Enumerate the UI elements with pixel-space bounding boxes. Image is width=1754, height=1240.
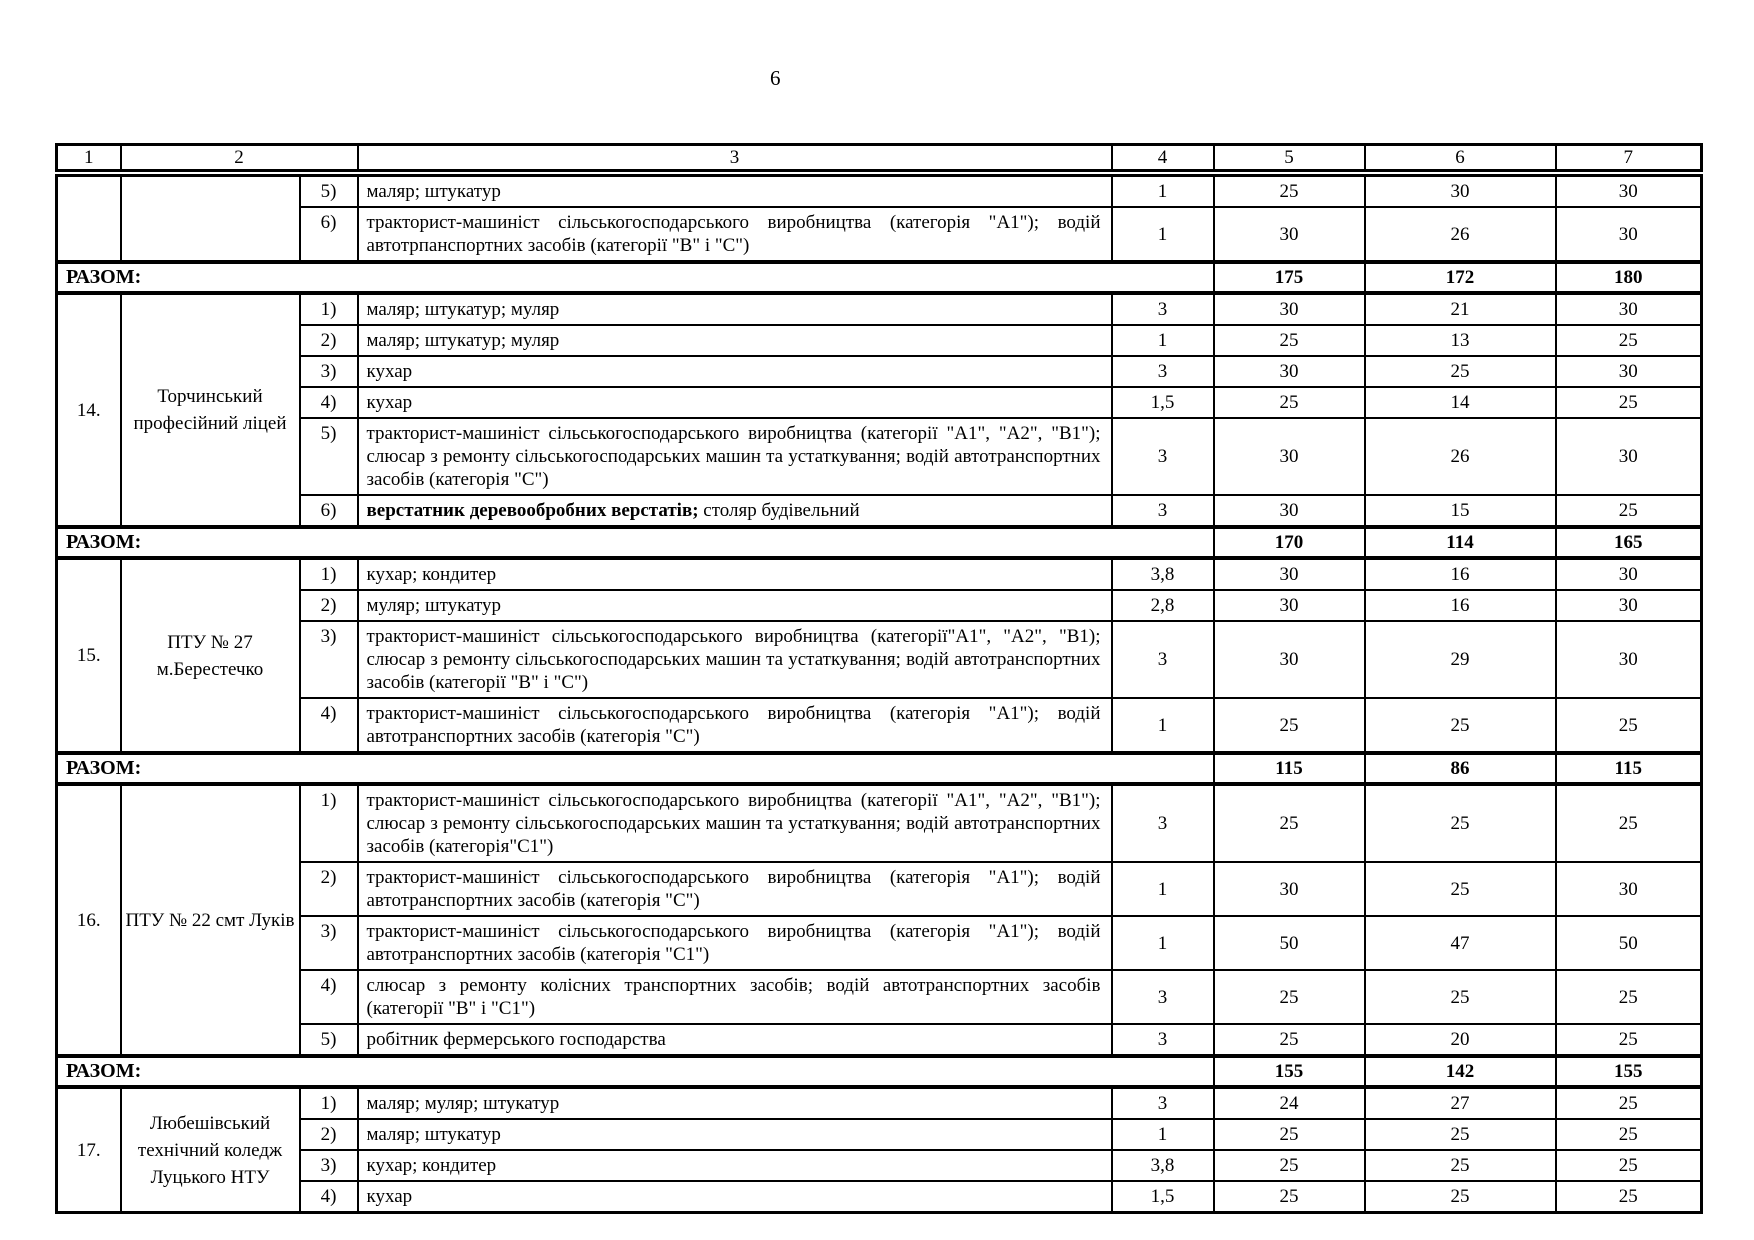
value-col5-cell: 30: [1214, 356, 1365, 387]
value-col6-cell: 26: [1365, 207, 1556, 262]
item-number-cell: 3): [300, 1150, 358, 1181]
value-col4-cell: 3: [1112, 293, 1214, 325]
profession-cell: кухар: [358, 356, 1112, 387]
item-number-cell: 2): [300, 1119, 358, 1150]
page-number: 6: [770, 66, 781, 90]
value-col6-cell: 16: [1365, 558, 1556, 590]
value-col4-cell: 3: [1112, 1087, 1214, 1119]
value-col6-cell: 47: [1365, 916, 1556, 970]
column-header-2: 2: [121, 145, 358, 174]
value-col6-cell: 21: [1365, 293, 1556, 325]
value-col5-cell: 30: [1214, 862, 1365, 916]
totals-value-cell: 142: [1365, 1056, 1556, 1087]
profession-row: [57, 862, 1702, 916]
item-number-cell: 1): [300, 784, 358, 862]
totals-value-cell: 115: [1556, 753, 1702, 784]
section-number-cell: 14.: [57, 293, 121, 527]
item-number-cell: 4): [300, 970, 358, 1024]
value-col6-cell: 30: [1365, 173, 1556, 207]
value-col5-cell: 30: [1214, 293, 1365, 325]
totals-value-cell: 155: [1214, 1056, 1365, 1087]
section-number-cell: 16.: [57, 784, 121, 1056]
value-col4-cell: 1: [1112, 862, 1214, 916]
totals-row: [57, 527, 1702, 558]
profession-row: [57, 1024, 1702, 1056]
item-number-cell: 2): [300, 325, 358, 356]
value-col5-cell: 25: [1214, 784, 1365, 862]
profession-row: [57, 698, 1702, 753]
item-number-cell: 1): [300, 1087, 358, 1119]
totals-value-cell: 115: [1214, 753, 1365, 784]
value-col7-cell: 25: [1556, 1150, 1702, 1181]
totals-value-cell: 165: [1556, 527, 1702, 558]
value-col4-cell: 1,5: [1112, 387, 1214, 418]
profession-cell: тракторист-машиніст сільськогосподарського виробництва (категорія "А1"); водій автотранспортних засобів (категорія "С"): [358, 698, 1112, 753]
value-col7-cell: 25: [1556, 1024, 1702, 1056]
profession-row: [57, 495, 1702, 527]
value-col4-cell: 1: [1112, 698, 1214, 753]
profession-cell: кухар: [358, 387, 1112, 418]
institution-cell: Торчинський професійний ліцей: [121, 293, 300, 527]
column-header-1: 1: [57, 145, 121, 174]
value-col7-cell: 30: [1556, 207, 1702, 262]
value-col7-cell: 25: [1556, 495, 1702, 527]
value-col7-cell: 25: [1556, 387, 1702, 418]
profession-row: [57, 621, 1702, 698]
profession-cell: маляр; муляр; штукатур: [358, 1087, 1112, 1119]
profession-row: [57, 1150, 1702, 1181]
profession-row: [57, 387, 1702, 418]
item-number-cell: 4): [300, 1181, 358, 1213]
value-col6-cell: 25: [1365, 862, 1556, 916]
totals-value-cell: 175: [1214, 262, 1365, 293]
value-col4-cell: 3,8: [1112, 558, 1214, 590]
value-col7-cell: 25: [1556, 698, 1702, 753]
value-col7-cell: 25: [1556, 970, 1702, 1024]
value-col5-cell: 30: [1214, 418, 1365, 495]
profession-cell: тракторист-машиніст сільськогосподарського виробництва (категорії"А1", "А2", "В1); слюсар з ремонту сільськогосподарських машин та устаткування; водій автотранспортних засобів (категорії "В" і "С"): [358, 621, 1112, 698]
value-col5-cell: 50: [1214, 916, 1365, 970]
value-col6-cell: 13: [1365, 325, 1556, 356]
value-col5-cell: 30: [1214, 558, 1365, 590]
item-number-cell: 4): [300, 387, 358, 418]
profession-cell: робітник фермерського господарства: [358, 1024, 1112, 1056]
value-col7-cell: 30: [1556, 558, 1702, 590]
column-numbers-row: [57, 145, 1702, 174]
value-col4-cell: 1: [1112, 173, 1214, 207]
profession-row: [57, 558, 1702, 590]
column-header-7: 7: [1556, 145, 1702, 174]
value-col5-cell: 25: [1214, 1024, 1365, 1056]
item-number-cell: 3): [300, 356, 358, 387]
totals-row: [57, 262, 1702, 293]
value-col7-cell: 25: [1556, 1181, 1702, 1213]
value-col7-cell: 25: [1556, 784, 1702, 862]
value-col4-cell: 3,8: [1112, 1150, 1214, 1181]
item-number-cell: 5): [300, 418, 358, 495]
value-col6-cell: 25: [1365, 970, 1556, 1024]
value-col5-cell: 25: [1214, 698, 1365, 753]
totals-value-cell: 114: [1365, 527, 1556, 558]
value-col7-cell: 30: [1556, 621, 1702, 698]
value-col4-cell: 2,8: [1112, 590, 1214, 621]
value-col4-cell: 1: [1112, 1119, 1214, 1150]
profession-row: [57, 970, 1702, 1024]
totals-label: РАЗОМ:: [57, 527, 1214, 558]
table-header: [57, 145, 1702, 174]
column-header-5: 5: [1214, 145, 1365, 174]
section-number-cell: [57, 173, 121, 262]
value-col7-cell: 30: [1556, 862, 1702, 916]
value-col4-cell: 1: [1112, 207, 1214, 262]
column-header-6: 6: [1365, 145, 1556, 174]
institution-cell: [121, 173, 300, 262]
value-col6-cell: 25: [1365, 698, 1556, 753]
profession-cell: кухар: [358, 1181, 1112, 1213]
profession-cell: слюсар з ремонту колісних транспортних засобів; водій автотранспортних засобів (категорії "В" і "С1"): [358, 970, 1112, 1024]
totals-label: РАЗОМ:: [57, 1056, 1214, 1087]
section-number-cell: 15.: [57, 558, 121, 753]
value-col4-cell: 1: [1112, 916, 1214, 970]
institution-cell: ПТУ № 27 м.Берестечко: [121, 558, 300, 753]
profession-cell: тракторист-машиніст сільськогосподарського виробництва (категорії "А1", "А2", "В1"); слюсар з ремонту сільськогосподарських машин та устаткування; водій автотранспортних засобів (категорія "С"): [358, 418, 1112, 495]
profession-cell: маляр; штукатур: [358, 173, 1112, 207]
item-number-cell: 1): [300, 558, 358, 590]
item-number-cell: 2): [300, 862, 358, 916]
value-col6-cell: 25: [1365, 1119, 1556, 1150]
profession-row: [57, 325, 1702, 356]
profession-row: [57, 1119, 1702, 1150]
profession-cell: кухар; кондитер: [358, 558, 1112, 590]
profession-row: [57, 590, 1702, 621]
item-number-cell: 2): [300, 590, 358, 621]
value-col6-cell: 27: [1365, 1087, 1556, 1119]
profession-row: [57, 207, 1702, 262]
totals-value-cell: 172: [1365, 262, 1556, 293]
value-col4-cell: 3: [1112, 1024, 1214, 1056]
totals-value-cell: 170: [1214, 527, 1365, 558]
value-col6-cell: 20: [1365, 1024, 1556, 1056]
value-col5-cell: 25: [1214, 173, 1365, 207]
section-number-cell: 17.: [57, 1087, 121, 1213]
totals-label: РАЗОМ:: [57, 753, 1214, 784]
value-col5-cell: 30: [1214, 621, 1365, 698]
profession-row: [57, 1087, 1702, 1119]
value-col4-cell: 1: [1112, 325, 1214, 356]
totals-row: [57, 753, 1702, 784]
institution-cell: Любешівський технічний коледж Луцького НТУ: [121, 1087, 300, 1213]
value-col5-cell: 24: [1214, 1087, 1365, 1119]
profession-cell: тракторист-машиніст сільськогосподарського виробництва (категорія "А1"); водій автотрпанспортних засобів (категорії "В" і "С"): [358, 207, 1112, 262]
value-col4-cell: 3: [1112, 970, 1214, 1024]
value-col4-cell: 3: [1112, 356, 1214, 387]
item-number-cell: 5): [300, 1024, 358, 1056]
value-col6-cell: 25: [1365, 1150, 1556, 1181]
profession-cell: маляр; штукатур; муляр: [358, 325, 1112, 356]
item-number-cell: 6): [300, 207, 358, 262]
value-col5-cell: 25: [1214, 1181, 1365, 1213]
value-col5-cell: 25: [1214, 325, 1365, 356]
profession-row: [57, 293, 1702, 325]
value-col6-cell: 25: [1365, 1181, 1556, 1213]
profession-cell: муляр; штукатур: [358, 590, 1112, 621]
totals-value-cell: 86: [1365, 753, 1556, 784]
value-col5-cell: 30: [1214, 207, 1365, 262]
value-col4-cell: 3: [1112, 784, 1214, 862]
value-col5-cell: 25: [1214, 387, 1365, 418]
column-header-4: 4: [1112, 145, 1214, 174]
item-number-cell: 3): [300, 621, 358, 698]
totals-value-cell: 155: [1556, 1056, 1702, 1087]
value-col6-cell: 26: [1365, 418, 1556, 495]
profession-cell: маляр; штукатур; муляр: [358, 293, 1112, 325]
value-col4-cell: 1,5: [1112, 1181, 1214, 1213]
profession-cell: тракторист-машиніст сільськогосподарського виробництва (категорії "А1", "А2", "В1"); слюсар з ремонту сільськогосподарських машин та устаткування; водій автотранспортних засобів (категорія"С1"): [358, 784, 1112, 862]
value-col7-cell: 30: [1556, 173, 1702, 207]
totals-row: [57, 1056, 1702, 1087]
value-col6-cell: 14: [1365, 387, 1556, 418]
admission-plan-table: [55, 143, 1703, 1214]
totals-label: РАЗОМ:: [57, 262, 1214, 293]
profession-cell: тракторист-машиніст сільськогосподарського виробництва (категорія "А1"); водій автотранспортних засобів (категорія "С1"): [358, 916, 1112, 970]
profession-cell: маляр; штукатур: [358, 1119, 1112, 1150]
value-col7-cell: 30: [1556, 293, 1702, 325]
value-col6-cell: 25: [1365, 356, 1556, 387]
value-col6-cell: 29: [1365, 621, 1556, 698]
value-col5-cell: 30: [1214, 495, 1365, 527]
value-col5-cell: 25: [1214, 1119, 1365, 1150]
value-col5-cell: 30: [1214, 590, 1365, 621]
profession-cell: кухар; кондитер: [358, 1150, 1112, 1181]
value-col4-cell: 3: [1112, 621, 1214, 698]
value-col5-cell: 25: [1214, 970, 1365, 1024]
profession-row: [57, 784, 1702, 862]
item-number-cell: 1): [300, 293, 358, 325]
value-col7-cell: 50: [1556, 916, 1702, 970]
value-col4-cell: 3: [1112, 495, 1214, 527]
item-number-cell: 4): [300, 698, 358, 753]
profession-row: [57, 173, 1702, 207]
value-col7-cell: 30: [1556, 356, 1702, 387]
value-col7-cell: 25: [1556, 1087, 1702, 1119]
profession-cell: верстатник деревообробних верстатів; столяр будівельний: [358, 495, 1112, 527]
profession-cell: тракторист-машиніст сільськогосподарського виробництва (категорія "А1"); водій автотранспортних засобів (категорія "С"): [358, 862, 1112, 916]
value-col5-cell: 25: [1214, 1150, 1365, 1181]
totals-value-cell: 180: [1556, 262, 1702, 293]
value-col6-cell: 25: [1365, 784, 1556, 862]
value-col7-cell: 25: [1556, 1119, 1702, 1150]
column-header-3: 3: [358, 145, 1112, 174]
value-col4-cell: 3: [1112, 418, 1214, 495]
value-col7-cell: 30: [1556, 590, 1702, 621]
value-col7-cell: 30: [1556, 418, 1702, 495]
item-number-cell: 5): [300, 173, 358, 207]
profession-row: [57, 1181, 1702, 1213]
item-number-cell: 3): [300, 916, 358, 970]
value-col7-cell: 25: [1556, 325, 1702, 356]
profession-row: [57, 356, 1702, 387]
value-col6-cell: 15: [1365, 495, 1556, 527]
profession-row: [57, 916, 1702, 970]
profession-bold-text: верстатник деревообробних верстатів;: [366, 500, 699, 521]
institution-cell: ПТУ № 22 смт Луків: [121, 784, 300, 1056]
item-number-cell: 6): [300, 495, 358, 527]
value-col6-cell: 16: [1365, 590, 1556, 621]
profession-row: [57, 418, 1702, 495]
